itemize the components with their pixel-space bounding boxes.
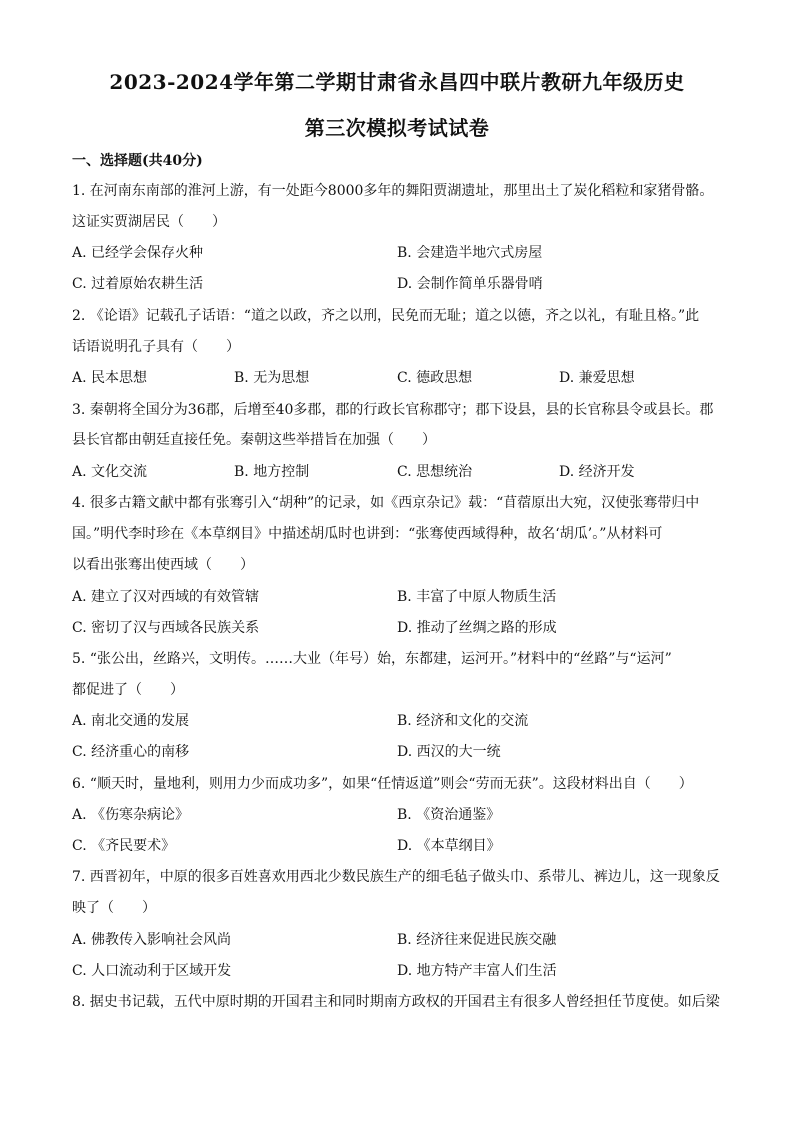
exam-title-line1: 2023-2024学年第二学期甘肃省永昌四中联片教研九年级历史 [109, 70, 685, 94]
question-4-option-a: A. 建立了汉对西域的有效管辖 [72, 589, 260, 605]
question-1-option-b: B. 会建造半地穴式房屋 [397, 245, 543, 261]
question-5-line-2: 都促进了（ ） [72, 682, 184, 698]
question-4-line-1: 4. 很多古籍文献中都有张骞引入“胡种”的记录，如《西京杂记》载：“苜蓿原出大宛，汉使张骞带归中 [72, 495, 700, 511]
question-5-option-c: C. 经济重心的南移 [72, 744, 190, 760]
question-1-option-a: A. 已经学会保存火种 [72, 245, 204, 261]
question-3-option-b: B. 地方控制 [234, 464, 310, 480]
question-6-option-b: B. 《资治通鉴》 [397, 807, 501, 823]
question-6-option-a: A. 《伤寒杂病论》 [72, 807, 190, 823]
question-5-option-b: B. 经济和文化的交流 [397, 713, 529, 729]
question-1-option-c: C. 过着原始农耕生活 [72, 276, 204, 292]
question-4-option-d: D. 推动了丝绸之路的形成 [397, 620, 557, 636]
question-4-option-c: C. 密切了汉与西域各民族关系 [72, 620, 260, 636]
question-7-line-1: 7. 西晋初年，中原的很多百姓喜欢用西北少数民族生产的细毛毡子做头巾、系带儿、裤边儿，这一现象反 [72, 869, 720, 885]
question-2-option-d: D. 兼爱思想 [559, 370, 635, 386]
question-6-option-d: D. 《本草纲目》 [397, 838, 501, 854]
question-5-option-a: A. 南北交通的发展 [72, 713, 190, 729]
question-8-line-1: 8. 据史书记载，五代中原时期的开国君主和同时期南方政权的开国君主有很多人曾经担任节度使。如后梁 [72, 994, 720, 1010]
question-3-line-2: 县长官都由朝廷直接任免。秦朝这些举措旨在加强（ ） [72, 432, 436, 448]
question-1-option-d: D. 会制作简单乐器骨哨 [397, 276, 543, 292]
question-3-option-c: C. 思想统治 [397, 464, 473, 480]
exam-title-line2: 第三次模拟考试试卷 [304, 116, 490, 140]
question-7-option-a: A. 佛教传入影响社会风尚 [72, 932, 232, 948]
question-3-option-a: A. 文化交流 [72, 464, 148, 480]
question-7-line-2: 映了（ ） [72, 900, 156, 916]
question-2-option-b: B. 无为思想 [234, 370, 310, 386]
question-2-line-1: 2. 《论语》记载孔子话语：“道之以政，齐之以刑，民免而无耻；道之以德，齐之以礼，有耻且格。”此 [72, 308, 700, 324]
question-5-option-d: D. 西汉的大一统 [397, 744, 501, 760]
question-7-option-c: C. 人口流动利于区域开发 [72, 963, 232, 979]
question-4-line-3: 以看出张骞出使西域（ ） [72, 557, 254, 573]
question-4-option-b: B. 丰富了中原人物质生活 [397, 589, 557, 605]
question-7-option-d: D. 地方特产丰富人们生活 [397, 963, 557, 979]
question-3-option-d: D. 经济开发 [559, 464, 635, 480]
question-2-option-c: C. 德政思想 [397, 370, 473, 386]
question-7-option-b: B. 经济往来促进民族交融 [397, 932, 557, 948]
question-3-line-1: 3. 秦朝将全国分为36郡，后增至40多郡，郡的行政长官称郡守；郡下设县，县的长官称县令或县长。郡 [72, 402, 714, 418]
question-1-line-1: 1. 在河南东南部的淮河上游，有一处距今8000多年的舞阳贾湖遗址，那里出土了炭化稻粒和家猪骨骼。 [72, 183, 714, 199]
section-heading: 一、选择题(共40分) [72, 153, 203, 169]
question-2-option-a: A. 民本思想 [72, 370, 148, 386]
question-6-option-c: C. 《齐民要术》 [72, 838, 176, 854]
question-4-line-2: 国。”明代李时珍在《本草纲目》中描述胡瓜时也讲到：“张骞使西域得种，故名‘胡瓜’。”从材料可 [72, 526, 663, 542]
question-5-line-1: 5. “张公出，丝路兴，文明传。……大业（年号）始，东都建，运河开。”材料中的“丝路”与“运河” [72, 651, 672, 667]
question-6-line-1: 6. “顺天时，量地利，则用力少而成功多”，如果“任情返道”则会“劳而无获”。这段材料出自（ ） [72, 776, 693, 792]
question-1-line-2: 这证实贾湖居民（ ） [72, 214, 226, 230]
question-2-line-2: 话语说明孔子具有（ ） [72, 339, 240, 355]
